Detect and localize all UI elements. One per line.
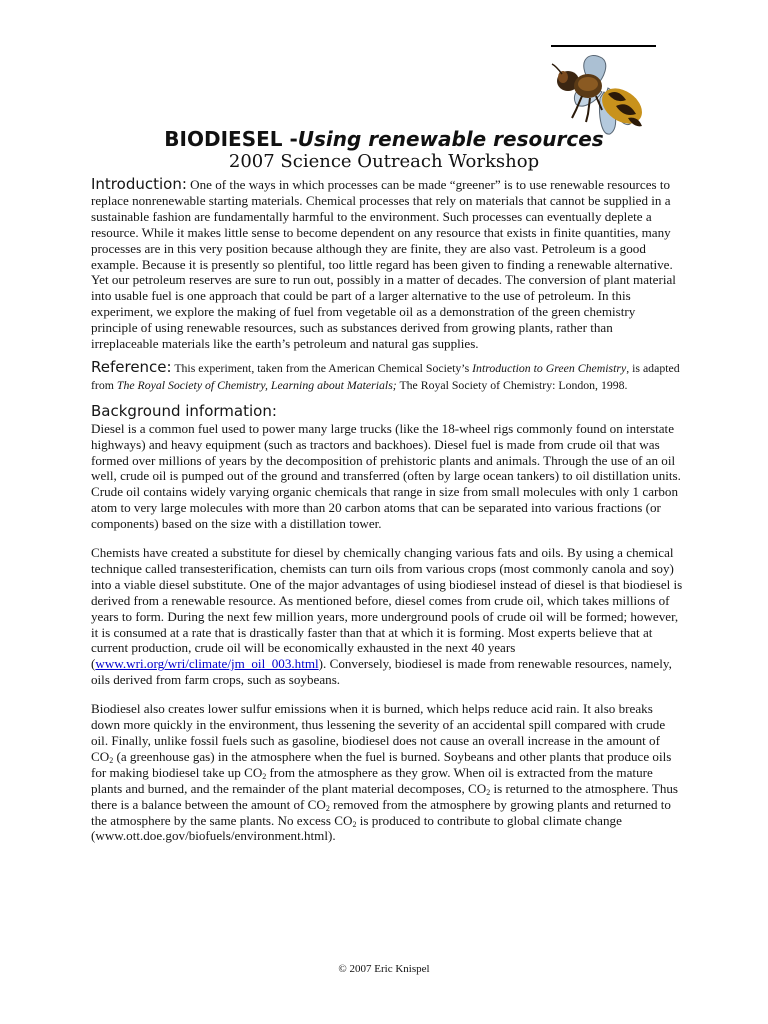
background-paragraph-1: Diesel is a common fuel used to power many large trucks (like the 18-wheel rigs commonly found on interstate highways) and heavy equipment (such as tractors and backhoes). Diesel fuel is made from crude oil that was formed over millions of years by the decomposition of prehistoric plants and animals. Through the use of an oil well, crude oil is pumped out of the ground and transferred (often by large ocean tankers) to oil distillation units. Crude oil contains widely varying organic chemicals that range in size from small molecules with only 1 carbon atom to very large molecules with more than 20 carbon atoms that can be separated into various fractions (or components) based on the size with a distillation tower. xyxy=(91,420,681,532)
co2-subscript: 2 xyxy=(486,787,491,797)
copyright-footer: © 2007 Eric Knispel xyxy=(338,963,430,975)
bg-p2-text-after: ). Conversely, biodiesel is made from renewable resources, namely, oils derived from farm crops, such as soybeans. xyxy=(91,656,672,688)
reference-text-1: This experiment, taken from the American Chemical Society’s xyxy=(171,360,473,375)
title-italic: Using renewable resources xyxy=(297,127,604,151)
co2-subscript: 2 xyxy=(109,755,114,765)
co2-subscript: 2 xyxy=(262,771,267,781)
co2-subscript: 2 xyxy=(325,803,330,813)
intro-text: One of the ways in which processes can be made “greener” is to use renewable resources to replace nonrenewable starting materials. Chemical processes that rely on materials that cannot be supplied in a sustainable fashion are fundamentally harmful to the environment. Such processes can eventually deplete a resource. While it makes little sense to become dependent on any resource that exists in finite quantities, many processes are in this very position because although they are finite, they are also vast. Petroleum is a good example. Because it is presently so plentiful, too little regard has been given to finding a renewable alternative. Yet our petroleum reserves are sure to run out, possibly in a matter of decades. The conversion of plant material into usable fuel is one approach that could be part of a larger alternative to the use of petroleum. In this experiment, we explore the making of fuel from vegetable oil as a demonstration of the green chemistry principle of using renewable resources, such as substances derived from growing plants, rather than irreplaceable materials like the earth’s petroleum and natural gas supplies. xyxy=(91,177,676,352)
reference-paragraph xyxy=(91,357,683,394)
reference-heading: Reference: xyxy=(91,357,172,376)
document-body xyxy=(91,177,683,844)
page-subtitle: 2007 Science Outreach Workshop xyxy=(228,151,540,172)
reference-book-2: The Royal Society of Chemistry, Learning about Materials; xyxy=(116,377,397,392)
bg-p3-b: (a greenhouse gas) in the atmosphere when the fuel is burned. Soybeans and other plants that produce oils for making biodiesel take up CO xyxy=(91,748,672,780)
title-main: BIODIESEL - xyxy=(164,127,298,151)
background-paragraph-3 xyxy=(91,701,683,844)
reference-book-1: Introduction to Green Chemistry xyxy=(472,360,627,375)
top-rule xyxy=(551,45,656,47)
page-title xyxy=(0,127,768,151)
co2-subscript: 2 xyxy=(352,819,357,829)
intro-heading: Introduction: xyxy=(91,175,187,193)
bg-p3-a: Biodiesel also creates lower sulfur emissions when it is burned, which helps reduce acid rain. It also breaks down more quickly in the environment, thus lessening the severity of an accidental spill compared with crude oil. Finally, unlike fossil fuels such as gasoline, biodiesel does not cause an overall increase in the amount of CO xyxy=(91,701,666,764)
reference-text-3: The Royal Society of Chemistry: London, 1998. xyxy=(396,377,628,392)
background-paragraph-2 xyxy=(91,545,683,688)
bg-p2-text-before: Chemists have created a substitute for diesel by chemically changing various fats and oils. By using a chemical technique called transesterification, chemists can turn oils from various crops (most commonly canola and soy) into a viable diesel substitute. One of the major advantages of using biodiesel instead of diesel is that biodiesel is derived from a renewable resource. As mentioned before, diesel comes from crude oil, which takes millions of years to form. During the next few million years, more underground pools of crude oil will be formed; however, it is consumed at a rate that is drastically faster than that at which it is forming. Most experts believe that at current production, crude oil will be economically exhausted in the next 40 years ( xyxy=(91,545,683,672)
reference-text-2: , is adapted from xyxy=(91,360,680,392)
bg-p3-f: is produced to contribute to global climate change (www.ott.doe.gov/biofuels/environment.html). xyxy=(91,812,622,844)
background-heading: Background information: xyxy=(91,401,277,420)
bg-p3-d: is returned to the atmosphere. Thus there is a balance between the amount of CO xyxy=(91,780,679,812)
bg-p3-c: from the atmosphere as they grow. When oil is extracted from the mature plants and burned, and the remainder of the plant material decomposes, CO xyxy=(91,764,653,796)
wri-link[interactable]: www.wri.org/wri/climate/jm_oil_003.html xyxy=(95,656,319,672)
bg-p3-e: removed from the atmosphere by growing plants and returned to the atmosphere by the same plants. No excess CO xyxy=(91,796,671,828)
intro-paragraph xyxy=(91,177,683,352)
